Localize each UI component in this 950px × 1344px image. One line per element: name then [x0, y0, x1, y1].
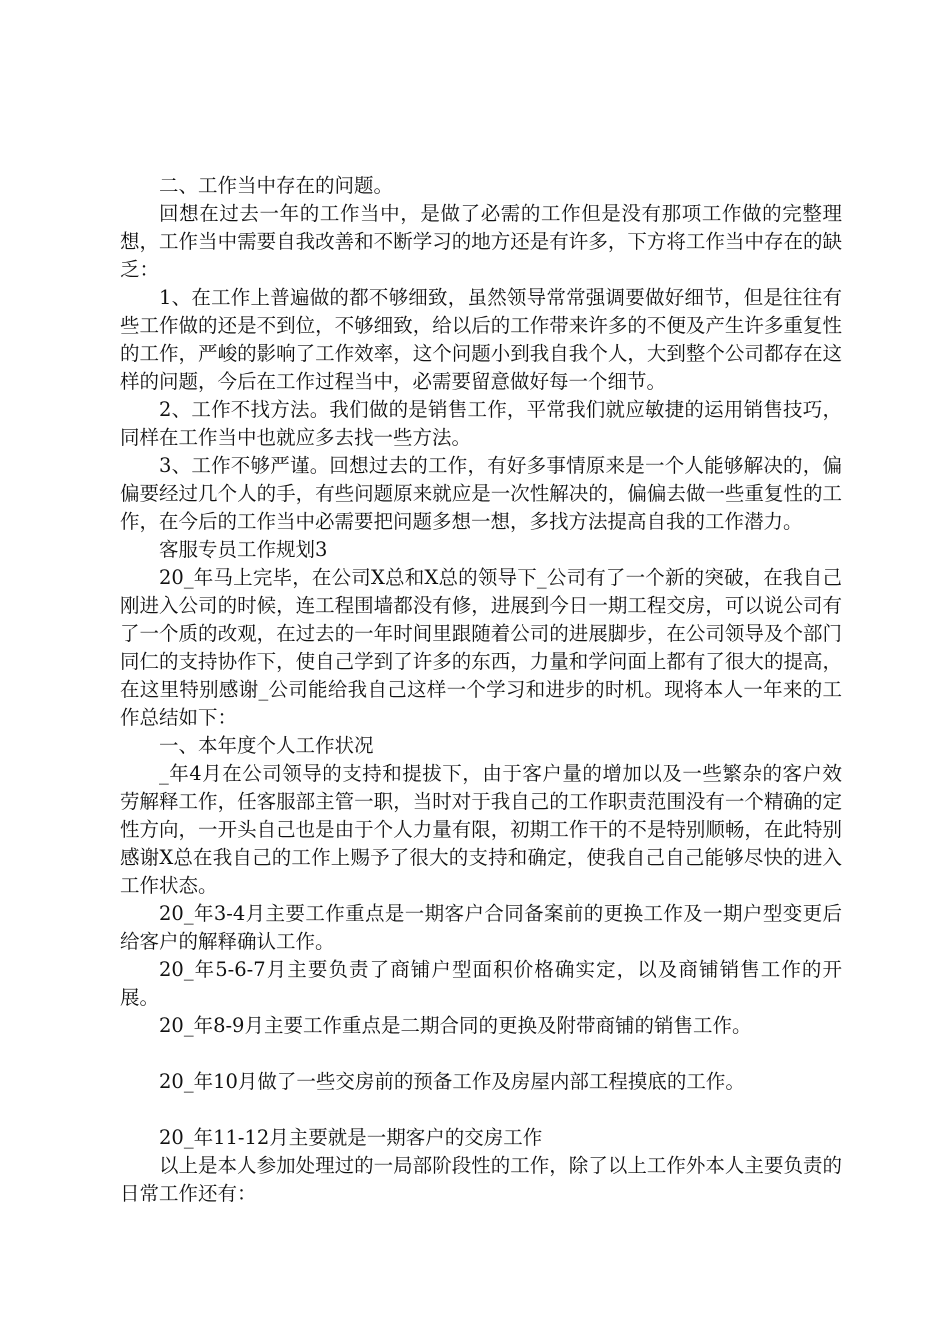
list-item-paragraph: 2、工作不找方法。我们做的是销售工作，平常我们就应敏捷的运用销售技巧，同样在工作当中也就应多去找一些方法。: [120, 398, 842, 449]
body-paragraph: 回想在过去一年的工作当中，是做了必需的工作但是没有那项工作做的完整理想，工作当中需要自我改善和不断学习的地方还是有许多，下方将工作当中存在的缺乏：: [120, 202, 842, 281]
timeline-paragraph: 20_年8-9月主要工作重点是二期合同的更换及附带商铺的销售工作。: [159, 1014, 752, 1037]
list-item-paragraph: 1、在工作上普遍做的都不够细致，虽然领导常常强调要做好细节，但是往往有些工作做的还是不到位，不够细致，给以后的工作带来许多的不便及产生许多重复性的工作，严峻的影响了工作效率，这个问题小到我自我个人，大到整个公司都存在这样的问题，今后在工作过程当中，必需要留意做好每一个细节。: [120, 286, 842, 393]
timeline-paragraph: 20_年5-6-7月主要负责了商铺户型面积价格确实定，以及商铺销售工作的开展。: [120, 958, 842, 1009]
section-title-plan-3: 客服专员工作规划3: [159, 538, 328, 561]
timeline-paragraph: 20_年3-4月主要工作重点是一期客户合同备案前的更换工作及一期户型变更后给客户的解释确认工作。: [120, 902, 842, 953]
timeline-paragraph: 20_年10月做了一些交房前的预备工作及房屋内部工程摸底的工作。: [159, 1070, 745, 1093]
list-item-paragraph: 3、工作不够严谨。回想过去的工作，有好多事情原来是一个人能够解决的，偏偏要经过几个人的手，有些问题原来就应是一次性解决的，偏偏去做一些重复性的工作，在今后的工作当中必需要把问题多想一想，多找方法提高自我的工作潜力。: [120, 454, 842, 533]
section-heading-problems: 二、工作当中存在的问题。: [159, 174, 394, 197]
document-body: [120, 172, 842, 1208]
timeline-paragraph: 20_年11-12月主要就是一期客户的交房工作: [159, 1126, 543, 1149]
body-paragraph: 以上是本人参加处理过的一局部阶段性的工作，除了以上工作外本人主要负责的日常工作还有：: [120, 1154, 842, 1205]
section-heading-annual-status: 一、本年度个人工作状况: [159, 734, 374, 757]
body-paragraph: _年4月在公司领导的支持和提拔下，由于客户量的增加以及一些繁杂的客户效劳解释工作，任客服部主管一职，当时对于我自己的工作职责范围没有一个精确的定性方向，一开头自己也是由于个人力量有限，初期工作干的不是特别顺畅，在此特别感谢X总在我自己的工作上赐予了很大的支持和确定，使我自己自己能够尽快的进入工作状态。: [120, 762, 842, 897]
body-paragraph: 20_年马上完毕，在公司X总和X总的领导下_公司有了一个新的突破，在我自己刚进入公司的时候，连工程围墙都没有修，进展到今日一期工程交房，可以说公司有了一个质的改观，在过去的一年时间里跟随着公司的进展脚步，在公司领导及个部门同仁的支持协作下，使自己学到了许多的东西，力量和学问面上都有了很大的提高，在这里特别感谢_公司能给我自己这样一个学习和进步的时机。现将本人一年来的工作总结如下：: [120, 566, 842, 729]
